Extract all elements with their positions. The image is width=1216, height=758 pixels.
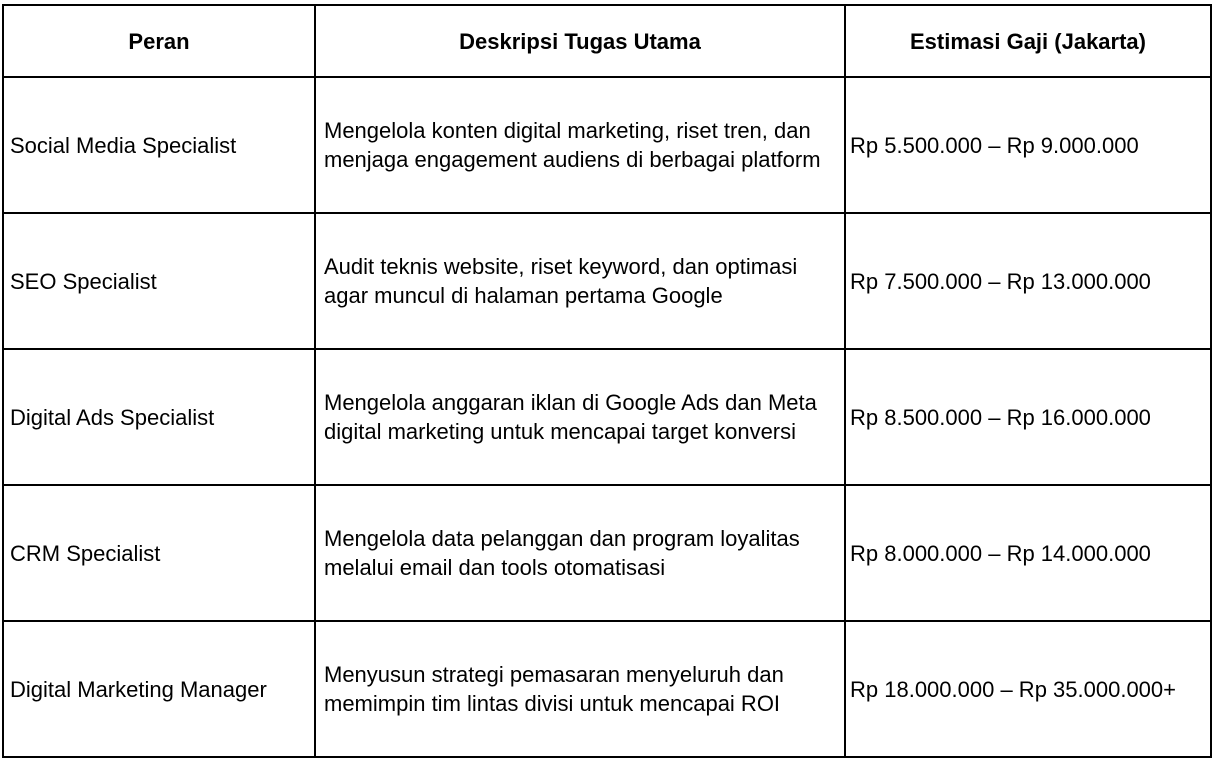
role-cell: Digital Marketing Manager bbox=[3, 621, 315, 757]
salary-cell: Rp 8.000.000 – Rp 14.000.000 bbox=[845, 485, 1211, 621]
table-row bbox=[3, 621, 1211, 757]
table-header bbox=[3, 5, 1211, 77]
role-cell: Digital Ads Specialist bbox=[3, 349, 315, 485]
role-cell: SEO Specialist bbox=[3, 213, 315, 349]
description-cell: Mengelola konten digital marketing, riset tren, dan menjaga engagement audiens di berbagai platform bbox=[315, 77, 845, 213]
header-row bbox=[3, 5, 1211, 77]
header-description: Deskripsi Tugas Utama bbox=[315, 5, 845, 77]
salary-cell: Rp 7.500.000 – Rp 13.000.000 bbox=[845, 213, 1211, 349]
description-cell: Mengelola anggaran iklan di Google Ads dan Meta digital marketing untuk mencapai target konversi bbox=[315, 349, 845, 485]
description-cell: Mengelola data pelanggan dan program loyalitas melalui email dan tools otomatisasi bbox=[315, 485, 845, 621]
description-cell: Menyusun strategi pemasaran menyeluruh dan memimpin tim lintas divisi untuk mencapai ROI bbox=[315, 621, 845, 757]
salary-cell: Rp 18.000.000 – Rp 35.000.000+ bbox=[845, 621, 1211, 757]
table-row bbox=[3, 77, 1211, 213]
table-body bbox=[3, 77, 1211, 757]
table-row bbox=[3, 349, 1211, 485]
description-cell: Audit teknis website, riset keyword, dan optimasi agar muncul di halaman pertama Google bbox=[315, 213, 845, 349]
role-cell: Social Media Specialist bbox=[3, 77, 315, 213]
header-role: Peran bbox=[3, 5, 315, 77]
table-row bbox=[3, 213, 1211, 349]
salary-cell: Rp 5.500.000 – Rp 9.000.000 bbox=[845, 77, 1211, 213]
header-salary: Estimasi Gaji (Jakarta) bbox=[845, 5, 1211, 77]
salary-cell: Rp 8.500.000 – Rp 16.000.000 bbox=[845, 349, 1211, 485]
role-cell: CRM Specialist bbox=[3, 485, 315, 621]
table-row bbox=[3, 485, 1211, 621]
roles-table bbox=[2, 4, 1212, 758]
